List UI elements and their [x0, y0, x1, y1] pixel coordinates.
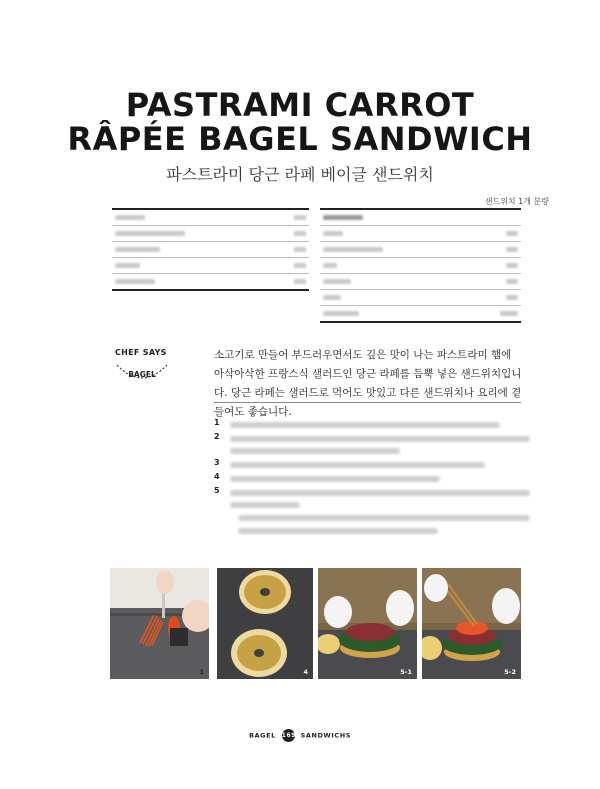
photo-caption: 1 [199, 668, 204, 676]
page-footer [0, 729, 600, 742]
photo-caption: 5-2 [504, 668, 516, 676]
step-number: 2 [214, 432, 220, 441]
ingredient-row [320, 274, 521, 290]
ingredient-row [320, 226, 521, 242]
serving-size: 샌드위치 1개 분량 [484, 197, 549, 206]
title-line-1: PASTRAMI CARROT [125, 86, 475, 124]
footer-left: BAGEL [248, 731, 276, 740]
ingredient-row [320, 210, 521, 226]
chef-says-label: CHEF SAYS [115, 348, 167, 357]
bagel-halves-photo [217, 568, 313, 679]
korean-subtitle: 파스트라미 당근 라페 베이글 샌드위치 [166, 165, 434, 184]
ingredient-row [320, 290, 521, 306]
step-photo [318, 568, 417, 679]
step-number: 4 [214, 472, 220, 481]
ingredient-list-left [112, 208, 309, 291]
ingredient-row [320, 258, 521, 274]
footer-right: SANDWICHS [300, 731, 352, 740]
step-photo [422, 568, 521, 679]
ingredient-list-right [320, 208, 521, 323]
step-number: 5 [214, 486, 220, 495]
step-number: 1 [214, 418, 220, 427]
step-item [214, 432, 524, 458]
step-photo [110, 568, 209, 679]
ingredient-row [112, 210, 309, 226]
page-number: 169 [282, 729, 295, 742]
carrot-topping-photo [422, 568, 521, 679]
recipe-title [0, 88, 600, 156]
ingredient-row [112, 226, 309, 242]
step-photo [217, 568, 313, 679]
step-item [214, 486, 524, 536]
photo-caption: 4 [303, 668, 308, 676]
step-list [214, 418, 524, 536]
step-item [214, 418, 524, 432]
chef-badge-text: BAGEL [128, 370, 156, 379]
ingredient-row [112, 258, 309, 274]
ingredient-row [112, 242, 309, 258]
ingredient-row [320, 306, 521, 323]
ingredient-row [112, 274, 309, 291]
step-photo-strip [110, 568, 521, 679]
step-number: 3 [214, 458, 220, 467]
sandwich-assembly-photo [318, 568, 417, 679]
carrot-cutting-photo [110, 568, 209, 679]
divider [214, 402, 521, 403]
intro-paragraph: 소고기로 만들어 부드러우면서도 깊은 맛이 나는 파스트라미 햄에 아삭아삭한 프랑스식 샐러드인 당근 라페를 듬뿍 넣은 샌드위치입니다. 당근 라페는 샐러드로 먹어도 맛있고 다른 샌드위치나 요리에 곁들여도 좋습니다. [214, 349, 522, 418]
bagel-arc-icon [115, 361, 169, 385]
step-item [214, 472, 524, 486]
step-item [214, 458, 524, 472]
ingredient-row [320, 242, 521, 258]
chef-says-badge [112, 345, 172, 385]
photo-caption: 5-1 [400, 668, 412, 676]
title-line-2: RÂPÉE BAGEL SANDWICH [67, 120, 533, 158]
